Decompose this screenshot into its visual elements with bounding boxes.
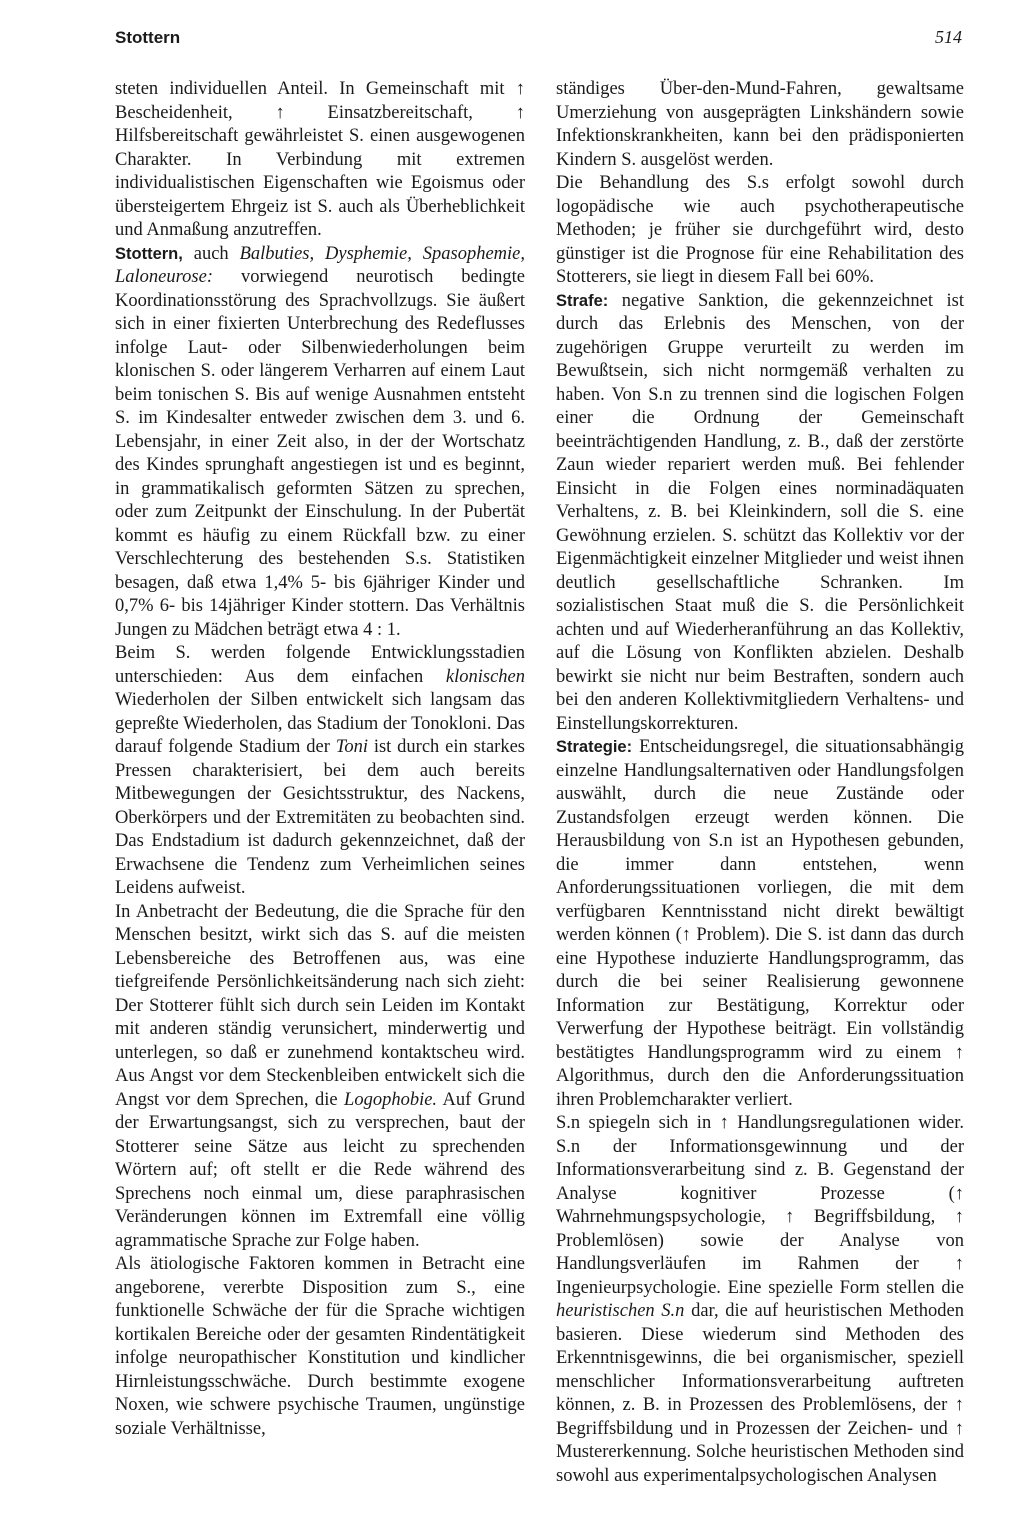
term-toni: Toni xyxy=(335,737,368,757)
paragraph-text: dar, die auf heuristischen Methoden basieren. Diese wiederum sind Methoden des Erkenntnisgewinns, die bei organismischer, speziell menschlicher Informationsverarbeitung auftreten können, z. B. in Prozessen des Problemlösens, der ↑ Begriffsbildung und in Prozessen der Zeichen- und ↑ Mustererkennung. Solche heuristischen Methoden sind sowohl aus experimentalpsychologischen Analysen xyxy=(556,1301,964,1486)
headword-stottern: Stottern, xyxy=(115,244,183,263)
entry-text: Entscheidungsregel, die situationsabhängig einzelne Handlungsalternativen oder Handlungsfolgen auswählt, durch die neue Zustände oder Zustandsfolgen erzeugt werden können. Die Herausbildung von S.n ist an Hypothesen gebunden, die immer dann entstehen, wenn Anforderungssituationen vorliegen, die mit dem verfügbaren Kenntnisstand nicht direkt bewältigt werden können (↑ Problem). Die S. ist dann das durch eine Hypothese induzierte Handlungsprogramm, das durch die bei seiner Realisierung gewonnene Information zur Bestätigung, Korrektur oder Verwerfung der Hypothese beiträgt. Ein vollständig bestätigtes Handlungsprogramm wird zu einem ↑ Algorithmus, durch den die Anforderungssituation ihren Problemcharakter verliert. xyxy=(556,737,964,1110)
page-number: 514 xyxy=(935,27,962,47)
paragraph-text: Auf Grund der Erwartungsangst, sich zu versprechen, baut der Stotterer seine Sätze aus leicht zu sprechenden Wörtern auf; oft stellt er die Rede während des Sprechens noch einmal um, diese paraphrasischen Veränderungen können im Extremfall eine völlig agrammatische Sprache zur Folge haben. xyxy=(115,1089,525,1251)
entry-text: negative Sanktion, die gekennzeichnet ist durch das Erlebnis des Menschen, von der zugehörigen Gruppe verurteilt zu werden im Bewußtsein, sich nicht normgemäß verhalten zu haben. Von S.n zu trennen sind die logischen Folgen einer die Ordnung der Gemeinschaft beeinträchtigenden Handlung, z. B., daß der zerstörte Zaun wieder repariert werden muß. Bei fehlender Einsicht in die Folgen eines norminadäquaten Verhaltens, z. B. bei Kleinkindern, soll die S. eine Gewöhnung erzielen. S. schützt das Kollektiv vor der Eigenmächtigkeit einzelner Mitglieder und weist ihnen deutlich gesellschaftliche Schranken. Im sozialistischen Staat muß die S. die Persönlichkeit achten und auf Wiederheranführung an das Kollektiv, auf die Lösung von Konflikten abzielen. Deshalb bewirkt sie nicht nur beim Bestraften, sondern auch bei den anderen Kollektivmitgliedern Verhaltens- und Einstellungskorrekturen. xyxy=(556,290,964,734)
paragraph-text: Wiederholen der Silben entwickelt sich langsam das gepreßte Wiederholen, das Stadium der Tonokloni. Das darauf folgende Stadium der xyxy=(115,690,525,757)
paragraph-text: S.n spiegeln sich in ↑ Handlungsregulationen wider. S.n der Informationsgewinnung und der Informationsverarbeitung sind z. B. Gegenstand der Analyse kognitiver Prozesse (↑ Wahrnehmungspsychologie, ↑ Begriffsbildung, ↑ Problemlösen) sowie der Analyse von Handlungsverläufen im Rahmen der ↑ Ingenieurpsychologie. Eine spezielle Form stellen die xyxy=(556,1113,964,1298)
paragraph-stages xyxy=(115,642,525,901)
paragraph-continuation: steten individuellen Anteil. In Gemeinschaft mit ↑ Bescheidenheit, ↑ Einsatzbereitschaft, ↑ Hilfsbereitschaft gewährleistet S. einen ausgewogenen Charakter. In Verbindung mit extremen individualistischen Eigenschaften wie Egoismus oder übersteigertem Ehrgeiz ist S. auch als Überheblichkeit und Anmaßung anzutreffen. xyxy=(115,79,525,240)
entry-stottern xyxy=(115,243,525,643)
running-header-title: Stottern xyxy=(115,28,181,47)
paragraph-text: ist durch ein starkes Pressen charakterisiert, bei dem auch bereits Mitbewegungen der Gesichtsstruktur, des Nackens, Oberkörpers und der Extremitäten zu beobachten sind. Das Endstadium ist dadurch gekennzeichnet, daß der Erwachsene die Tendenz zum Verheimlichen seines Leidens aufweist. xyxy=(115,737,526,898)
paragraph-continuation: ständiges Über-den-Mund-Fahren, gewaltsame Umerziehung von ausgeprägten Linkshändern sowie Infektionskrankheiten, kann bei den prädisponierten Kindern S. ausgelöst werden. xyxy=(556,79,964,170)
right-column xyxy=(556,78,964,1488)
synonyms: Balbuties, Dysphemie, Spasophemie, Laloneurose: xyxy=(115,243,525,287)
left-column xyxy=(115,78,525,1441)
paragraph-consequences xyxy=(115,901,525,1254)
headword-strategie: Strategie: xyxy=(556,738,633,756)
term-klonischen: klonischen xyxy=(445,666,525,687)
entry-strafe xyxy=(556,290,964,737)
entry-text: vorwiegend neurotisch bedingte Koordinationsstörung des Sprachvollzugs. Sie äußert sich in einer fixierten Unterbrechung des Redeflusses infolge Laut- oder Silbenwiederholungen beim klonischen S. oder längerem Verharren auf einem Laut beim tonischen S. Bis auf wenige Ausnahmen entsteht S. im Kindesalter entweder zwischen dem 3. und 6. Lebensjahr, in einer Zeit also, in der der Wortschatz des Kindes sprunghaft angestiegen ist und es beginnt, in grammatikalisch geformten Sätzen zu sprechen, oder zum Zeitpunkt der Einschulung. In der Pubertät kommt es häufig zu einem Rückfall bzw. zu einer Verschlechterung des bestehenden S.s. Statistiken besagen, daß etwa 1,4% 5- bis 6jähriger Kinder und 0,7% 6- bis 14jähriger Kinder stottern. Das Verhältnis Jungen zu Mädchen beträgt etwa 4 : 1. xyxy=(115,267,525,640)
term-logophobie: Logophobie. xyxy=(344,1089,438,1110)
paragraph-strategies xyxy=(556,1112,964,1488)
entry-text: auch xyxy=(182,243,240,264)
entry-strategie xyxy=(556,736,964,1112)
paragraph-text: Beim S. werden folgende Entwicklungsstadien unterschieden: Aus dem einfachen xyxy=(115,643,525,687)
headword-strafe: Strafe: xyxy=(556,291,609,310)
term-heuristic: heuristischen S.n xyxy=(556,1301,685,1321)
paragraph-etiology: Als ätiologische Faktoren kommen in Betracht eine angeborene, vererbte Disposition zum S., eine funktionelle Schwäche der für die Sprache wichtigen kortikalen Bereiche oder der gesamten Rindentätigkeit infolge neuropathischer Konstitution und kindlicher Hirnleistungsschwäche. Durch bestimmte exogene Noxen, wie schwere psychische Traumen, ungünstige soziale Verhältnisse, xyxy=(115,1254,525,1439)
paragraph-text: In Anbetracht der Bedeutung, die die Sprache für den Menschen besitzt, wirkt sich das S. auf die meisten Lebensbereiche des Betroffenen aus, was eine tiefgreifende Persönlichkeitsänderung nach sich zieht: Der Stotterer fühlt sich durch sein Leiden im Kontakt mit anderen ständig verunsichert, minderwertig und unterlegen, so daß er zunehmend kontaktscheu wird. Aus Angst vor dem Steckenbleiben entwickelt sich die Angst vor dem Sprechen, die xyxy=(115,901,525,1110)
paragraph-treatment: Die Behandlung des S.s erfolgt sowohl durch logopädische wie auch psychotherapeutische Methoden; je früher sie durchgeführt wird, desto günstiger ist die Prognose für eine Rehabilitation des Stotterers, sie liegt in diesem Fall bei 60%. xyxy=(556,173,964,287)
